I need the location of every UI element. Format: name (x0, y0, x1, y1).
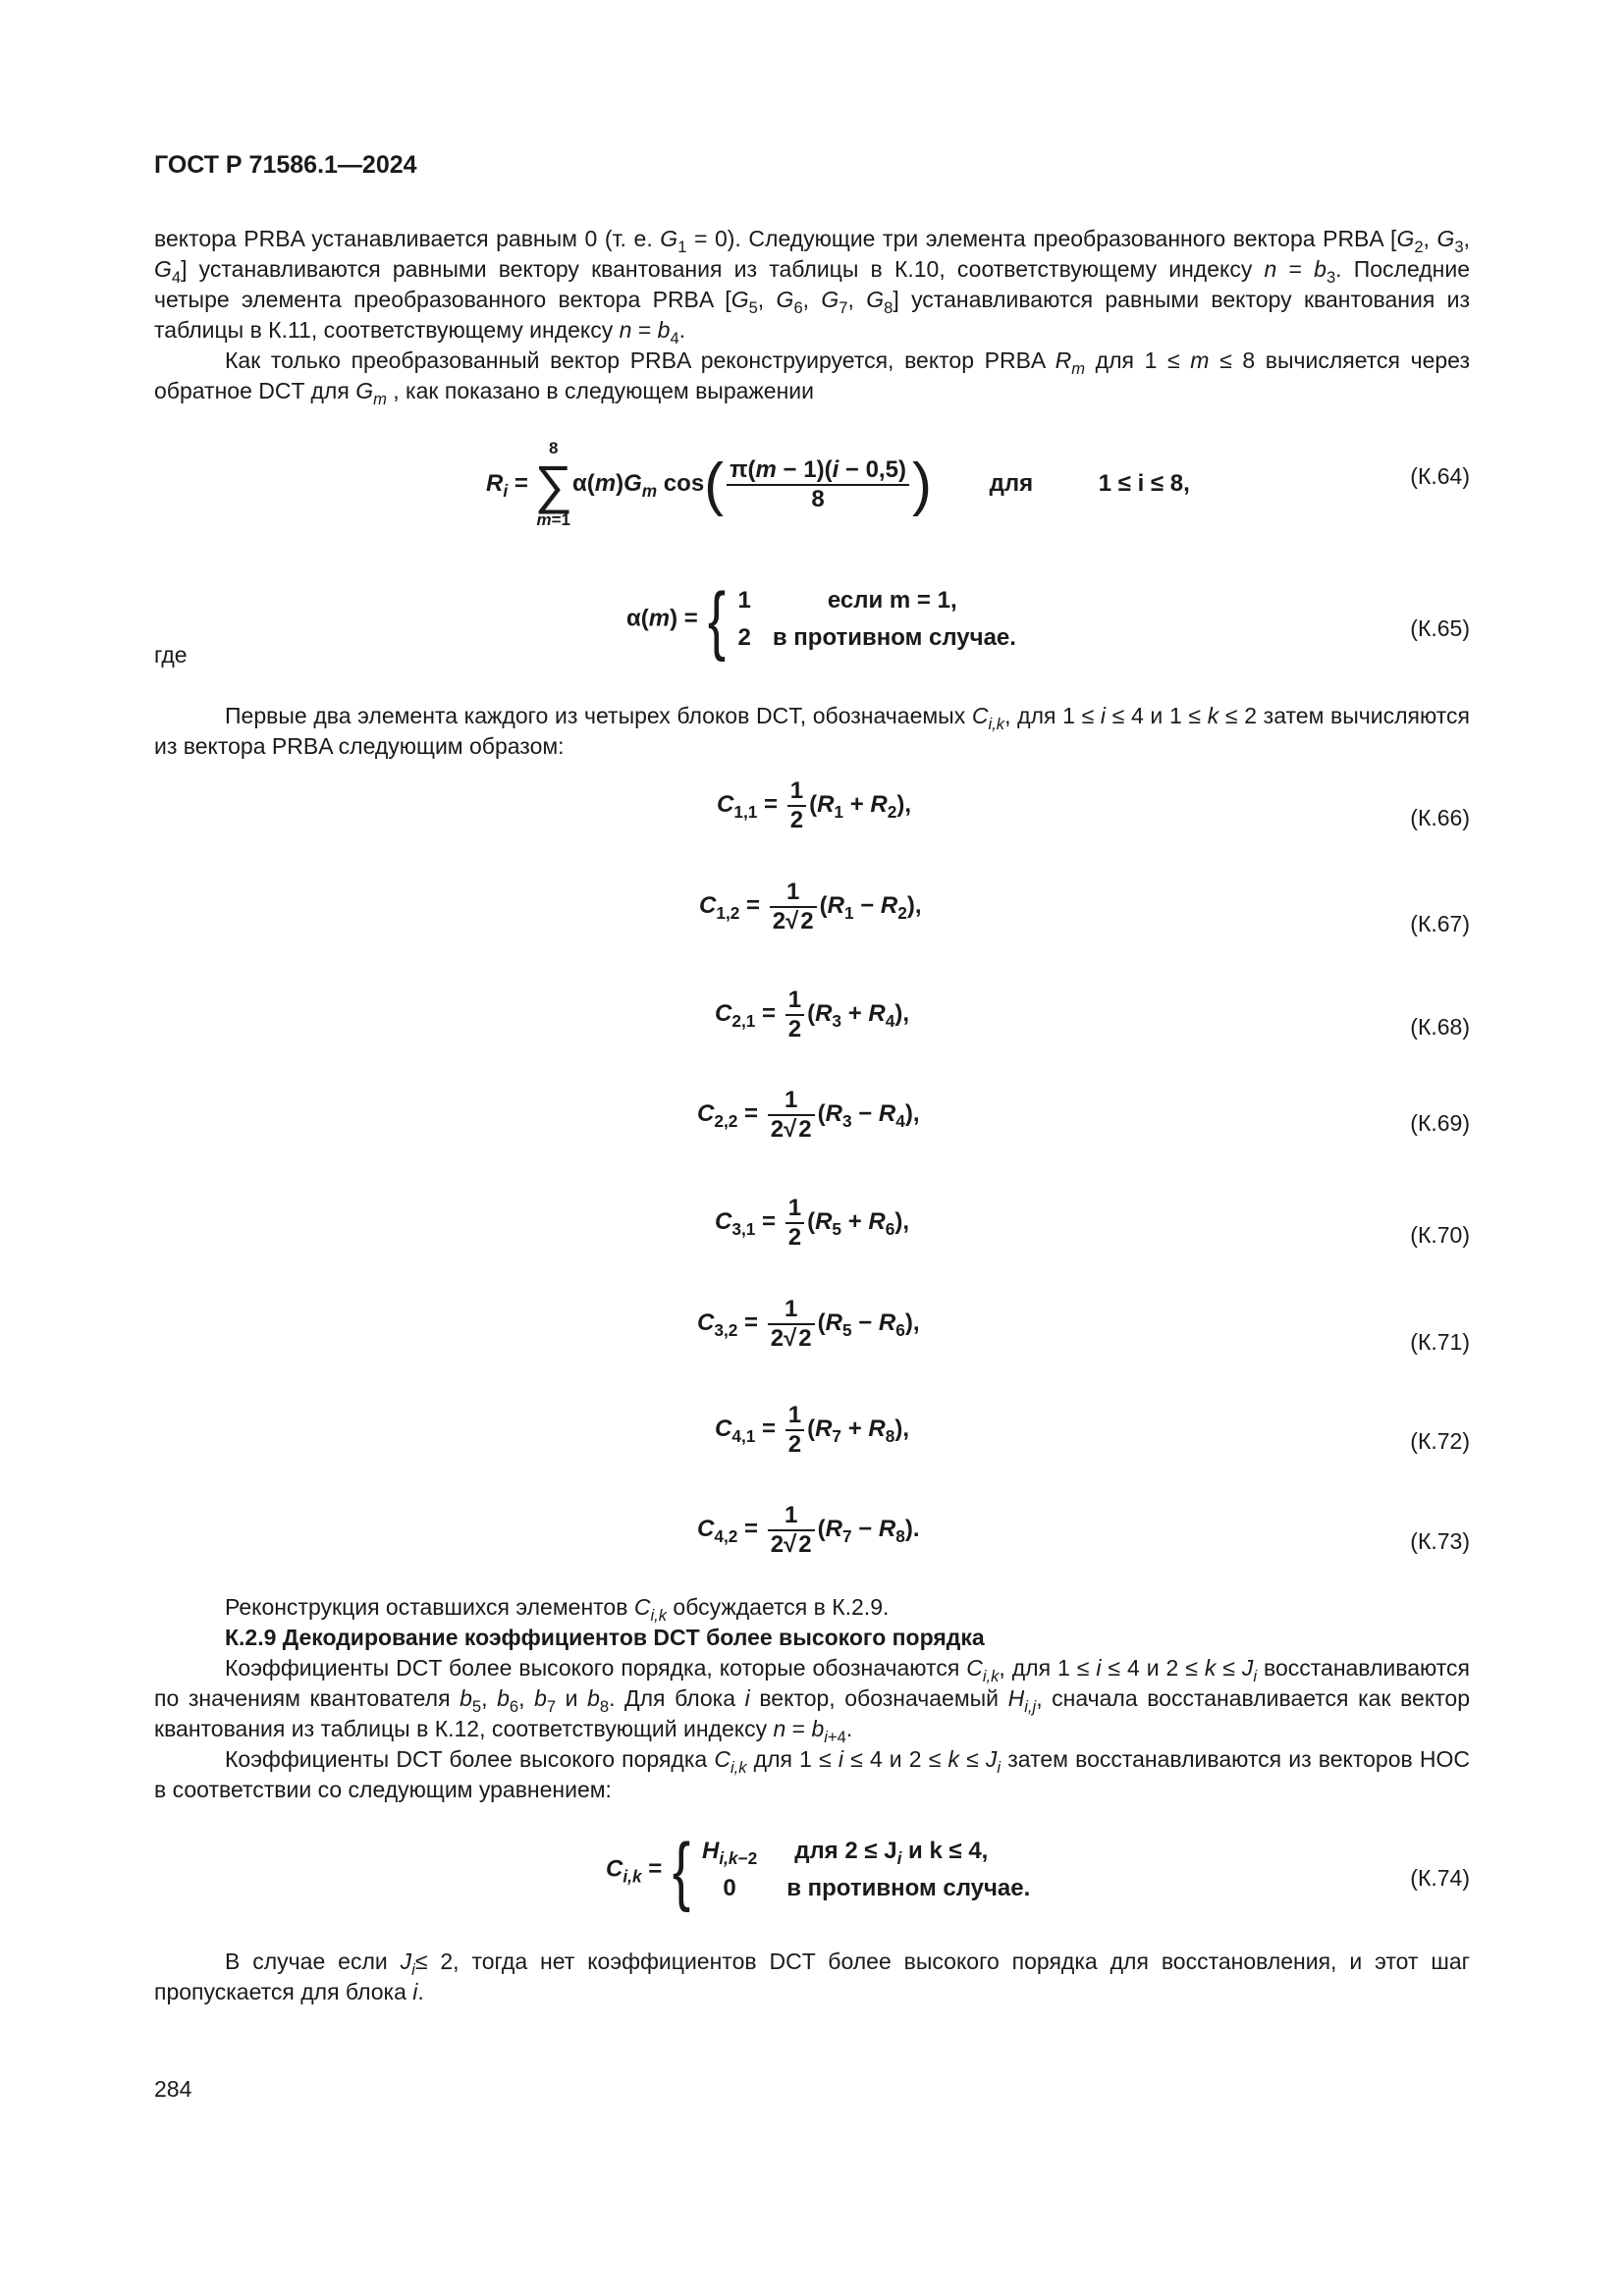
equation-number-k73: (К.73) (1410, 1528, 1470, 1554)
equation-number-k74: (К.74) (1410, 1865, 1470, 1891)
equation-number-k64: (К.64) (1410, 463, 1470, 489)
equation-k74: $C_{i,k}$ = { $H_{i,k-2}$ для $2 \le J_i$ и k ≤ 4, 0 в противном случае. (606, 1827, 1031, 1913)
equation-number-k72: (К.72) (1410, 1428, 1470, 1454)
equation-k65: α(m) = { 1 если m = 1, 2 в противном случае. (626, 576, 1016, 663)
equation-number-k71: (К.71) (1410, 1329, 1470, 1355)
equation-k68: $C_{2,1}$ = $\frac{1}{2}$ $(R_3 + R_4)$, (715, 987, 910, 1042)
paragraph-6: Коэффициенты DCT более высокого порядка $C_{i,k}$ для 1 ≤ i ≤ 4 и $2 \le k \le J_i$ затем восстанавливаются из векторов HOC в соответствии со следующим уравнением: (154, 1746, 1470, 1802)
page-number: 284 (154, 2076, 192, 2102)
paragraph-5: Коэффициенты DCT более высокого порядка, которые обозначаются $C_{i,k}$, для 1 ≤ i ≤ 4 и $2 \le k \le J_i$ восстанавливаются по значениям квантователя $b_5$, $b_6$, $b_7$ и $b_8$. Для блока i вектор, обозначаемый $H_{i,j}$, сначала восстанавливается как вектор квантования из таблицы в К.12, соответствующий индексу $n = b_{i+4}$. (154, 1655, 1471, 1746)
equation-k66: $C_{1,1}$ = $\frac{1}{2}$ $(R_1 + R_2)$, (717, 777, 912, 833)
equation-k67: $C_{1,2}$ = $\frac{1}{2√2}$ $(R_1 - R_2)$, (699, 879, 922, 934)
document-header: ГОСТ Р 71586.1—2024 (154, 151, 417, 179)
equation-k71: $C_{3,2}$ = $\frac{1}{2√2}$ $(R_5 - R_6)$, (697, 1296, 920, 1352)
paragraph-2: Как только преобразованный вектор PRBA реконструируется, вектор PRBA $R_m$ для 1 ≤ m ≤ 8 вычисляется через обратное DCT для $G_m$ , как показано в следующем выражении (154, 347, 1470, 408)
paragraph-3: Первые два элемента каждого из четырех блоков DCT, обозначаемых $C_{i,k}$, для 1 ≤ i ≤ 4 и 1 ≤ k ≤ 2 затем вычисляются из вектора PRBA следующим образом: (154, 703, 1470, 759)
equation-k73: $C_{4,2}$ = $\frac{1}{2√2}$ $(R_7 - R_8)$. (697, 1502, 920, 1558)
paragraph-4: Реконструкция оставшихся элементов $C_{i,k}$ обсуждается в К.2.9. (225, 1594, 890, 1625)
equation-number-k65: (К.65) (1410, 615, 1470, 641)
equation-number-k70: (К.70) (1410, 1222, 1470, 1248)
equation-k72: $C_{4,1}$ = $\frac{1}{2}$ $(R_7 + R_8)$, (715, 1402, 910, 1458)
paragraph-1: вектора PRBA устанавливается равным 0 (т. е. $G_1 = 0$). Следующие три элемента преобразованного вектора PRBA [$G_2$, $G_3$, $G_4$] устанавливаются равными вектору квантования из таблицы в К.10, соответствующему индексу $n = b_3$. Последние четыре элемента преобразованного вектора PRBA [$G_5$, $G_6$, $G_7$, $G_8$] устанавливаются равными вектору квантования из таблицы в К.11, соответствующему индексу $n = b_4$. (154, 226, 1471, 347)
equation-number-k67: (К.67) (1410, 911, 1470, 936)
where-label: где (154, 642, 188, 667)
section-heading: К.2.9 Декодирование коэффициентов DCT более высокого порядка (225, 1625, 985, 1650)
paragraph-7: В случае если $J_i\le 2$, тогда нет коэффициентов DCT более высокого порядка для восстановления, и этот шаг пропускается для блока i. (154, 1949, 1470, 2004)
equation-k69: $C_{2,2}$ = $\frac{1}{2√2}$ $(R_3 - R_4)$, (697, 1087, 920, 1143)
equation-k64: $R_i$ = 8 ∑ m=1 $\alpha(m)G_m$ cos( $\frac{\pi(m - 1)(i - 0,5)}{8}$ ) для 1 ≤ i ≤ 8, (486, 439, 1190, 529)
equation-number-k66: (К.66) (1410, 805, 1470, 830)
equation-k70: $C_{3,1}$ = $\frac{1}{2}$ $(R_5 + R_6)$, (715, 1195, 910, 1251)
equation-number-k68: (К.68) (1410, 1014, 1470, 1040)
equation-number-k69: (К.69) (1410, 1110, 1470, 1136)
